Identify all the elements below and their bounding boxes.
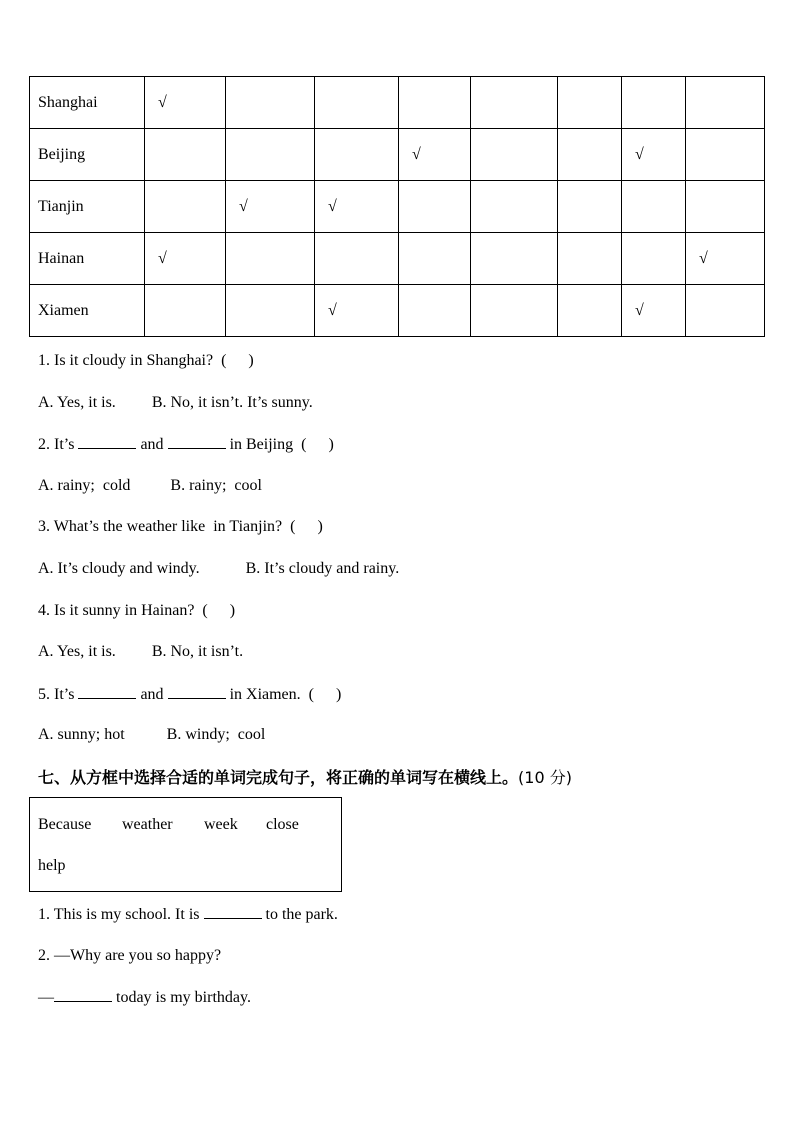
option-a: A. Yes, it is. [38,643,116,660]
check-cell: √ [145,77,226,129]
check-cell [399,181,471,233]
check-cell [471,77,558,129]
option-b: B. windy; cool [166,726,266,743]
options-6-2 [38,476,262,496]
check-cell [145,129,226,181]
answer-blank[interactable] [168,684,226,699]
check-cell [622,77,686,129]
check-cell [686,129,765,181]
question-7-1: 1. This is my school. It is to the park. [38,906,338,923]
option-a: A. It’s cloudy and windy. [38,560,200,577]
word-bank-item: weather [122,816,173,833]
word-bank-box [29,797,342,892]
word-bank-item: close [266,816,299,833]
answer-blank[interactable] [54,987,112,1002]
check-cell: √ [315,181,399,233]
check-cell [558,181,622,233]
table-row [30,129,765,181]
option-b: B. rainy; cool [170,477,262,494]
table-row [30,285,765,337]
check-cell [226,233,315,285]
check-cell [399,77,471,129]
answer-blank[interactable] [78,434,136,449]
question-6-1: 1. Is it cloudy in Shanghai? ( ) [38,352,254,369]
check-cell [558,129,622,181]
check-cell [471,233,558,285]
check-cell [558,77,622,129]
check-cell [622,233,686,285]
city-cell: Beijing [30,129,145,181]
city-cell: Tianjin [30,181,145,233]
check-cell: √ [226,181,315,233]
check-cell [145,181,226,233]
option-a: A. Yes, it is. [38,394,116,411]
check-cell [226,129,315,181]
option-b: B. No, it isn’t. It’s sunny. [151,394,313,411]
check-cell: √ [686,233,765,285]
question-6-3: 3. What’s the weather like in Tianjin? ( ) [38,518,323,535]
question-6-2: 2. It’s and in Beijing ( ) [38,436,334,453]
check-cell [686,181,765,233]
score: (10 分) [518,768,572,787]
check-cell [686,77,765,129]
check-cell [315,233,399,285]
check-cell: √ [622,285,686,337]
table-row [30,77,765,129]
answer-blank[interactable] [204,904,262,919]
answer-blank[interactable] [78,684,136,699]
question-6-5: 5. It’s and in Xiamen. ( ) [38,686,342,703]
check-cell [226,77,315,129]
table-row [30,181,765,233]
option-a: A. rainy; cold [38,477,131,494]
options-6-4 [38,642,243,662]
city-cell: Shanghai [30,77,145,129]
question-6-4: 4. Is it sunny in Hainan? ( ) [38,602,236,619]
check-cell [471,129,558,181]
word-bank-item: Because [38,816,92,833]
section-7-heading: 七、从方框中选择合适的单词完成句子，将正确的单词写在横线上。(10 分) [38,768,572,787]
city-cell: Xiamen [30,285,145,337]
check-cell [399,233,471,285]
weather-table [29,76,765,337]
check-cell [145,285,226,337]
table-row [30,233,765,285]
word-bank-item: week [204,816,238,833]
option-b: B. No, it isn’t. [151,643,244,660]
options-6-1 [38,393,313,413]
check-cell [622,181,686,233]
word-bank-item: help [38,857,66,874]
check-cell [686,285,765,337]
option-a: A. sunny; hot [38,726,125,743]
check-cell [399,285,471,337]
options-6-5 [38,725,265,745]
check-cell: √ [145,233,226,285]
check-cell [315,77,399,129]
check-cell [471,181,558,233]
check-cell [315,129,399,181]
check-cell [558,285,622,337]
check-cell: √ [399,129,471,181]
check-cell [558,233,622,285]
question-7-2: 2. —Why are you so happy? [38,947,222,964]
check-cell [471,285,558,337]
check-cell [226,285,315,337]
answer-7-2: — today is my birthday. [38,989,251,1006]
check-cell: √ [315,285,399,337]
answer-blank[interactable] [168,434,226,449]
check-cell: √ [622,129,686,181]
options-6-3 [38,559,399,579]
option-b: B. It’s cloudy and rainy. [245,560,400,577]
city-cell: Hainan [30,233,145,285]
